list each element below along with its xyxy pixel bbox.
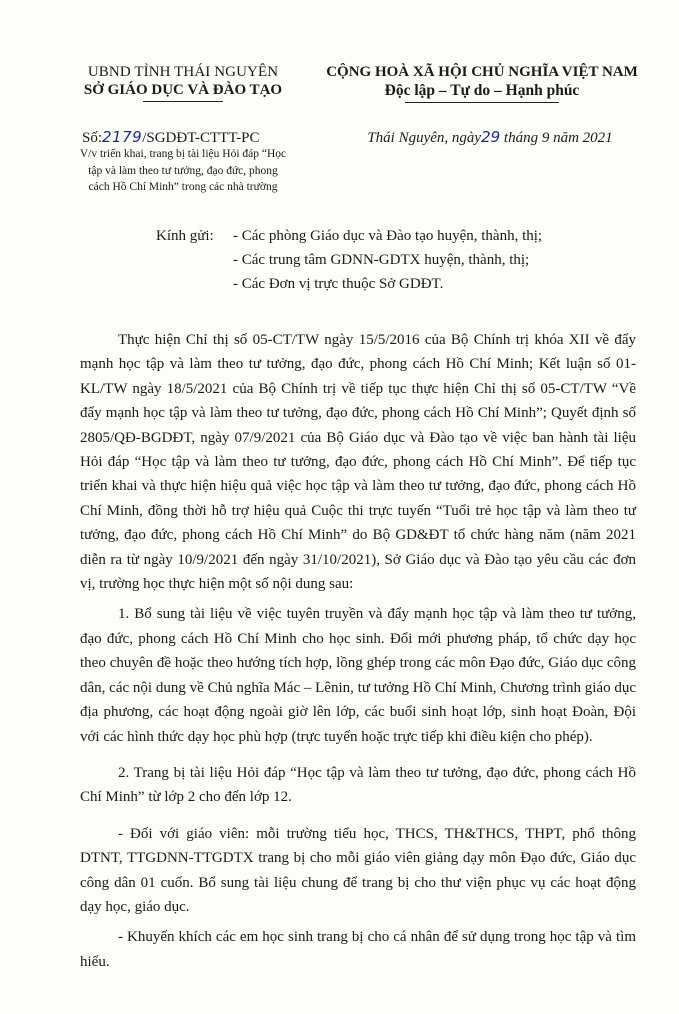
- date-place: Thái Nguyên, ngày: [367, 130, 482, 146]
- recipient-item: - Các trung tâm GDNN-GDTX huyện, thành, thị;: [233, 252, 530, 268]
- provincial-committee: UBND TỈNH THÁI NGUYÊN: [87, 64, 279, 80]
- document-body: [80, 328, 636, 974]
- item-2-paragraph: 2. Trang bị tài liệu Hỏi đáp “Học tập và làm theo tư tưởng, đạo đức, phong cách Hồ Chí Minh” từ lớp 2 cho đến lớp 12.: [80, 764, 636, 806]
- teachers-paragraph: - Đối với giáo viên: mỗi trường tiểu học, THCS, TH&THCS, THPT, phổ thông DTNT, TTGDNN-TTGDTX trang bị cho mỗi giáo viên giảng dạy môn Đạo đức, Giáo dục công dân 01 cuốn. Bổ sung tài liệu chung để trang bị cho thư viện phục vụ các hoạt động dạy học, giáo dục.: [80, 825, 636, 915]
- doc-number-prefix: Số:: [82, 130, 103, 146]
- recipients-block: [156, 224, 542, 296]
- department-name: SỞ GIÁO DỤC VÀ ĐÀO TẠO: [83, 82, 283, 98]
- motto-underline: [405, 102, 559, 103]
- doc-number-suffix: /SGDĐT-CTTT-PC: [142, 130, 260, 146]
- recipient-item: - Các phòng Giáo dục và Đào tạo huyện, thành, thị;: [233, 228, 543, 244]
- subject-line: V/v triển khai, trang bị tài liệu Hỏi đáp “Học: [79, 148, 287, 160]
- students-paragraph: - Khuyến khích các em học sinh trang bị cho cá nhân để sử dụng trong học tập và tìm hiểu.: [80, 929, 636, 970]
- recipients-label: Kính gửi:: [156, 228, 214, 244]
- national-motto: Độc lập – Tự do – Hạnh phúc: [384, 82, 580, 99]
- date-day-handwritten: 29: [481, 128, 501, 146]
- recipients-list: [156, 224, 542, 296]
- date-month-year: tháng 9 năm 2021: [503, 130, 613, 146]
- doc-number-handwritten: 2179: [102, 128, 143, 146]
- intro-paragraph: Thực hiện Chỉ thị số 05-CT/TW ngày 15/5/2016 của Bộ Chính trị khóa XII về đẩy mạnh học tập và làm theo tư tưởng, đạo đức, phong cách Hồ Chí Minh; Kết luận số 01-KL/TW ngày 18/5/2021 của Bộ Chính trị về tiếp tục thực hiện Chỉ thị số 05-CT/TW “Về đẩy mạnh học tập và làm theo tư tưởng, đạo đức, phong cách Hồ Chí Minh”; Quyết định số 2805/QĐ-BGDĐT, ngày 07/9/2021 của Bộ Giáo dục và Đào tạo về việc ban hành tài liệu Hỏi đáp “Học tập và làm theo tư tưởng, đạo đức, phong cách Hồ Chí Minh”. Để tiếp tục triển khai và thực hiện hiệu quả việc học tập và làm theo tư tưởng, đạo đức, phong cách Hồ Chí Minh, đồng thời hỗ trợ hiệu quả Cuộc thi trực tuyến “Tuổi trẻ học tập và làm theo tư tưởng, đạo đức, phong cách Hồ Chí Minh” do Bộ GD&ĐT tổ chức hàng năm (năm 2021 diễn ra từ ngày 10/9/2021 đến ngày 31/10/2021), Sở Giáo dục và Đào tạo yêu cầu các đơn vị, trường học thực hiện một số nội dung sau:: [80, 332, 636, 593]
- recipient-item: - Các Đơn vị trực thuộc Sở GDĐT.: [233, 276, 444, 292]
- item-1-paragraph: 1. Bổ sung tài liệu về việc tuyên truyền và đẩy mạnh học tập và làm theo tư tưởng, đạo đức, phong cách Hồ Chí Minh cho học sinh. Đổi mới phương pháp, tổ chức dạy học theo chuyên đề hoặc theo hướng tích hợp, lồng ghép trong các môn Đạo đức, Giáo dục công dân, các nội dung về Chủ nghĩa Mác – Lênin, tư tưởng Hồ Chí Minh, Chương trình giáo dục địa phương, các hoạt động ngoài giờ lên lớp, các buổi sinh hoạt lớp, sinh hoạt Đoàn, Đội với các hình thức dạy học phù hợp (trực tuyến hoặc trực tiếp khi điều kiện cho phép).: [80, 606, 636, 745]
- issuing-authority: [52, 64, 314, 102]
- place-and-date: [330, 128, 650, 147]
- document-number: [82, 128, 259, 147]
- national-title: [322, 64, 642, 103]
- nation-name: CỘNG HOÀ XÃ HỘI CHỦ NGHĨA VIỆT NAM: [326, 64, 638, 80]
- subject-line: cách Hồ Chí Minh” trong các nhà trường: [88, 181, 278, 193]
- authority-underline: [143, 101, 223, 102]
- subject-line: tập và làm theo tư tưởng, đạo đức, phong: [88, 164, 278, 177]
- document-subject: [52, 146, 314, 196]
